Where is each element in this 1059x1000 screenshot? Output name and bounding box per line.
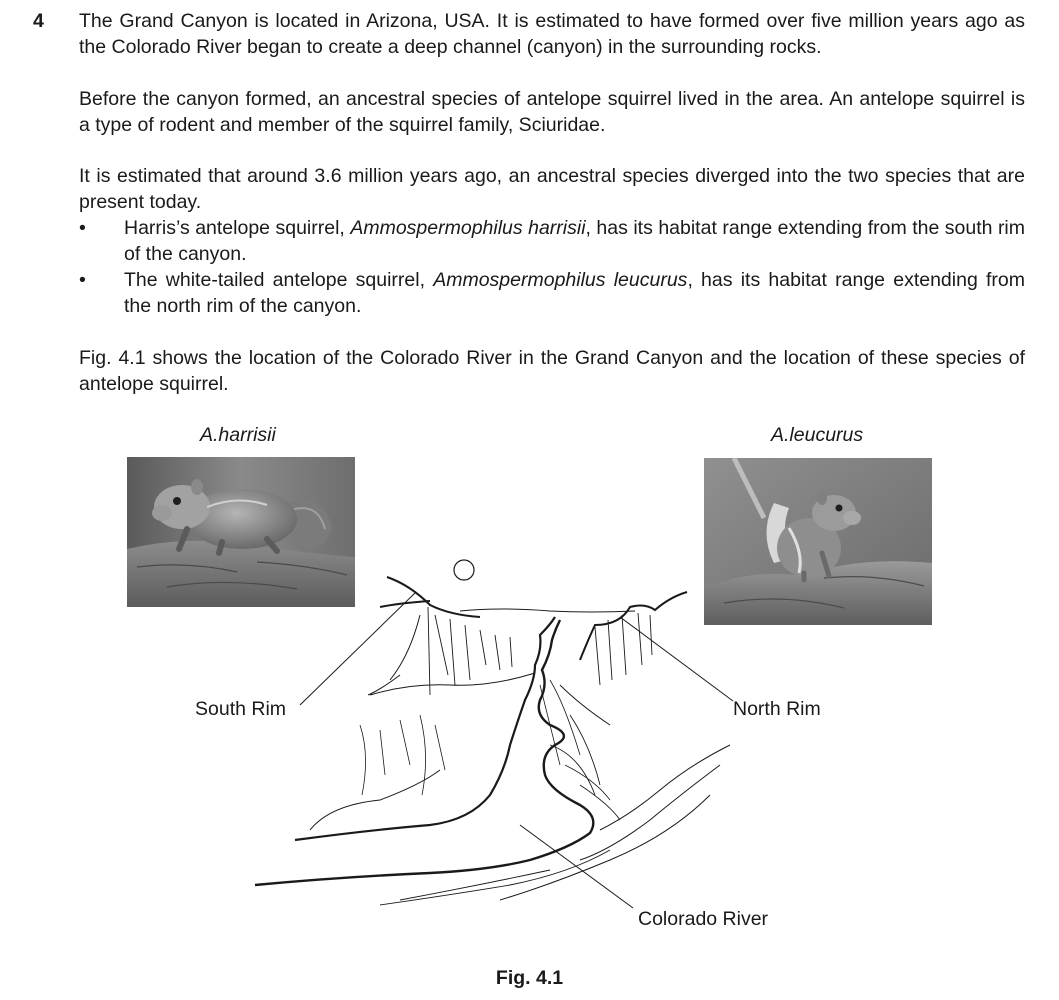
bullet-leucurus (79, 267, 1025, 319)
paragraph-divergence: It is estimated that around 3.6 million years ago, an ancestral species diverged into the two species that are present today. (79, 165, 1025, 213)
north-rim-label: North Rim (733, 698, 821, 720)
paragraph-ancestral-species: Before the canyon formed, an ancestral species of antelope squirrel lived in the area. An antelope squirrel is a type of rodent and member of the squirrel family, Sciuridae. (79, 88, 1025, 136)
paragraph-intro: The Grand Canyon is located in Arizona, USA. It is estimated to have formed over five million years ago as the Colorado River began to create a deep channel (canyon) in the surrounding rocks. (79, 10, 1025, 58)
bullet-text: Harris’s antelope squirrel, (124, 217, 351, 239)
south-rim-label: South Rim (195, 698, 287, 720)
figure-caption: Fig. 4.1 (495, 967, 564, 989)
bullet-dot: • (79, 217, 86, 239)
bullet-text: , has its habitat range extending from the south rim of the canyon. (124, 217, 1026, 265)
bullet-harrisii (79, 215, 1025, 267)
species-label-harrisii: A.harrisii (200, 424, 276, 446)
species-label-leucurus: A.leucurus (771, 424, 864, 446)
bullet-text: , has its habitat range extending from the north rim of the canyon. (124, 269, 1025, 317)
species-bullet-list (79, 215, 1025, 319)
paragraph-figure-intro: Fig. 4.1 shows the location of the Colorado River in the Grand Canyon and the location of these species of antelope squirrel. (79, 347, 1025, 395)
bullet-dot: • (79, 269, 86, 291)
species-name: Ammospermophilus harrisii (350, 217, 586, 239)
colorado-river-label: Colorado River (638, 908, 769, 930)
grand-canyon-diagram (250, 555, 740, 920)
bullet-text: The white-tailed antelope squirrel, (124, 269, 434, 291)
species-name: Ammospermophilus leucurus (433, 269, 688, 291)
question-number: 4 (33, 10, 44, 32)
